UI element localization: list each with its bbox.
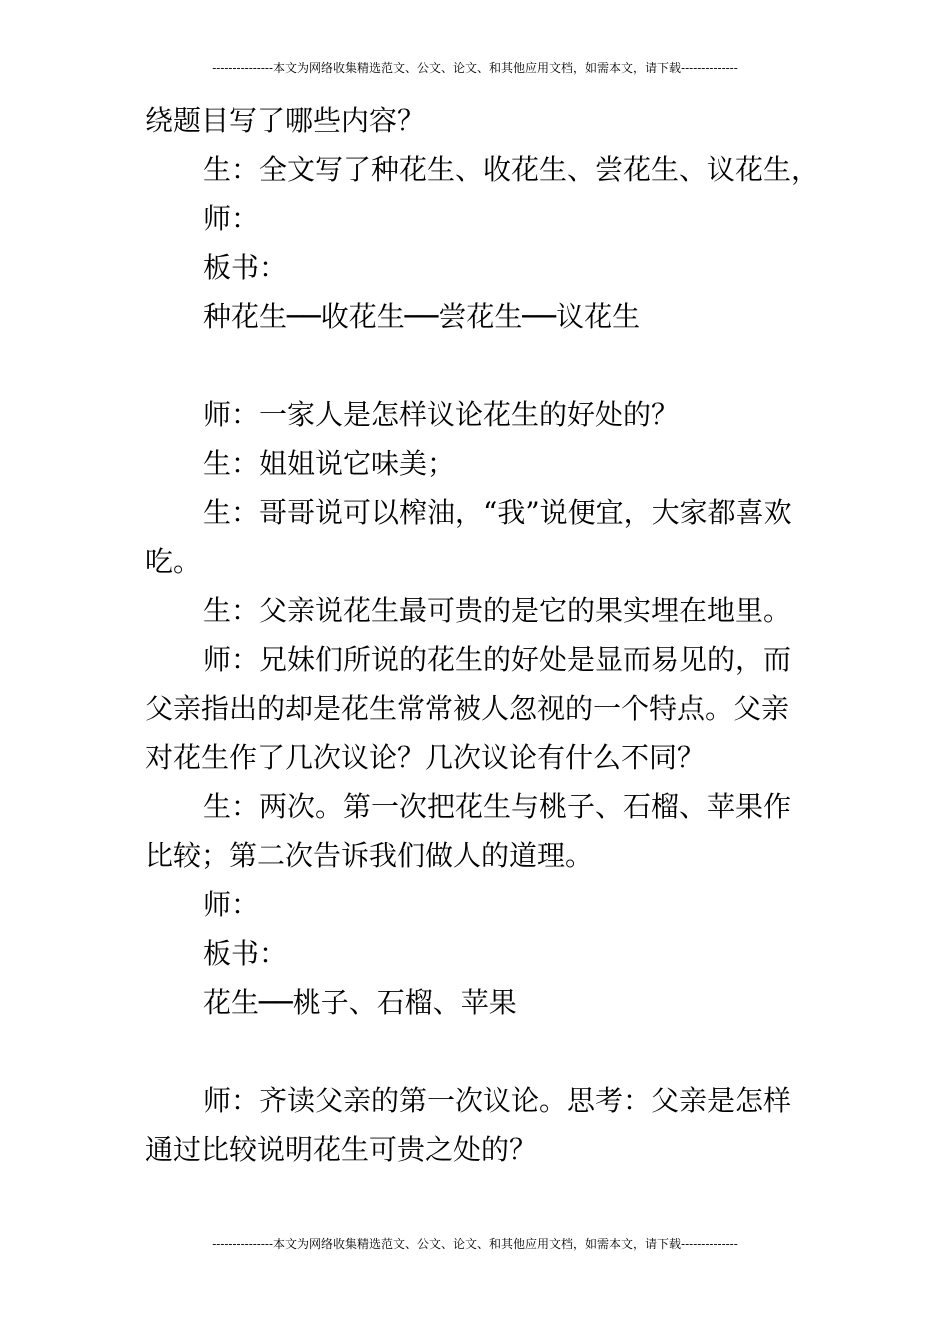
blank-line xyxy=(145,341,810,390)
paragraph-line: 绕题目写了哪些内容？ xyxy=(145,104,426,137)
page-footer: ---------------本文为网络收集精选范文、公文、论文、和其他应用文档，如需本文，请下载-------------- xyxy=(212,1237,738,1251)
blackboard-line: 花生──桃子、石榴、苹果 xyxy=(203,986,517,1019)
paragraph-line: 师： xyxy=(203,888,260,921)
paragraph-line: 师：一家人是怎样议论花生的好处的？ xyxy=(203,398,680,431)
paragraph-line: 对花生作了几次议论？几次议论有什么不同？ xyxy=(145,741,706,774)
paragraph-line: 通过比较说明花生可贵之处的？ xyxy=(145,1133,538,1166)
blank-line xyxy=(145,1027,810,1076)
paragraph-line: 生：父亲说花生最可贵的是它的果实埋在地里。 xyxy=(203,594,792,627)
paragraph-line: 比较；第二次告诉我们做人的道理。 xyxy=(145,839,594,872)
page-header: ---------------本文为网络收集精选范文、公文、论文、和其他应用文档，如需本文，请下载-------------- xyxy=(212,61,738,75)
paragraph-line: 板书： xyxy=(203,251,288,284)
paragraph-line: 师：齐读父亲的第一次议论。思考：父亲是怎样 xyxy=(203,1084,792,1117)
blackboard-line: 种花生──收花生──尝花生──议花生 xyxy=(203,300,641,333)
paragraph-line: 师：兄妹们所说的花生的好处是显而易见的，而 xyxy=(203,643,792,676)
paragraph-line: 生：姐姐说它味美； xyxy=(203,447,456,480)
document-body xyxy=(145,96,820,1174)
paragraph-line: 板书： xyxy=(203,937,288,970)
paragraph-line: 吃。 xyxy=(145,545,202,578)
paragraph-line: 生：全文写了种花生、收花生、尝花生、议花生， xyxy=(203,153,820,186)
paragraph-line: 生：哥哥说可以榨油，“我”说便宜，大家都喜欢 xyxy=(203,496,792,529)
paragraph-line: 师： xyxy=(203,202,260,235)
paragraph-line: 父亲指出的却是花生常常被人忽视的一个特点。父亲 xyxy=(145,692,790,725)
paragraph-line: 生：两次。第一次把花生与桃子、石榴、苹果作 xyxy=(203,790,792,823)
